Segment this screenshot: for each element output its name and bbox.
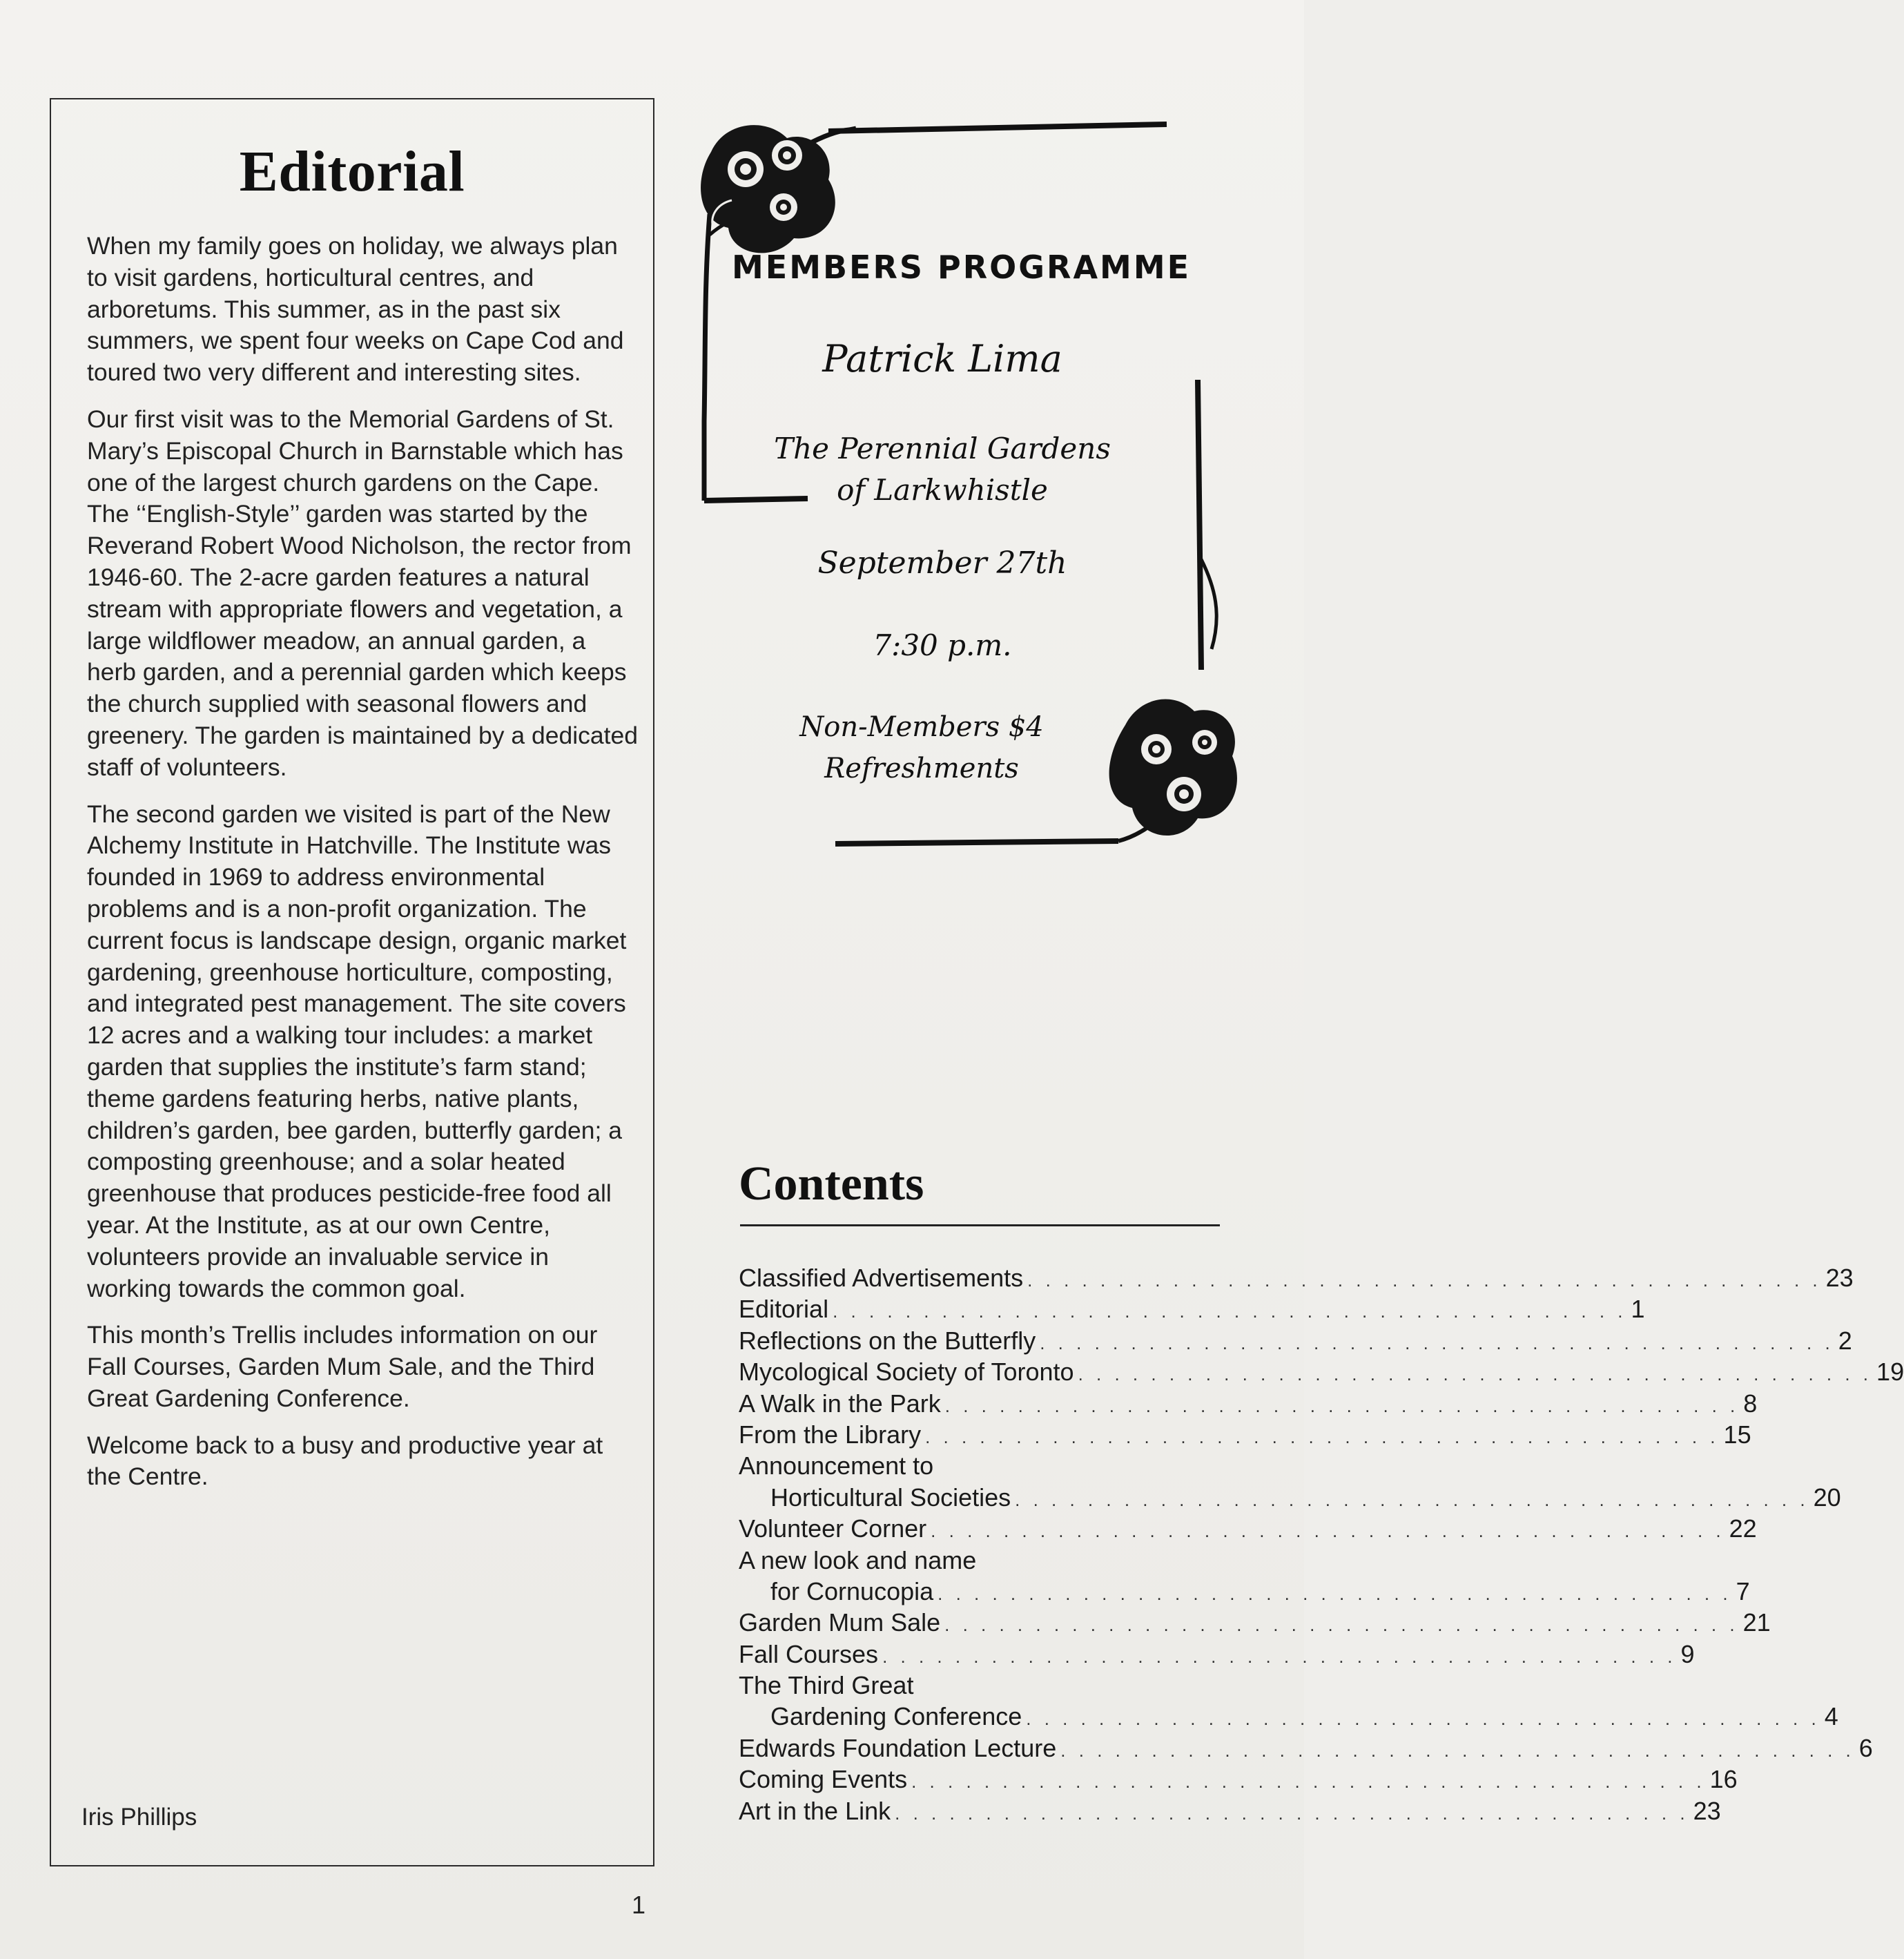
toc-item-title: Coming Events bbox=[739, 1765, 908, 1794]
editorial-title: Editorial bbox=[239, 139, 465, 204]
members-programme-panel bbox=[690, 104, 1243, 863]
flower-cluster-icon bbox=[701, 125, 835, 253]
editorial-paragraph: Our first visit was to the Memorial Gardens of St. Mary’s Episcopal Church in Barnstable which has one of the largest church gardens on the Cape. The ‘‘English-Style’’ garden was started by the Reverand Robert Wood Nicholson, the rector from 1946-60. The 2-acre garden features a natural stream with appropriate flowers and vegetation, a large wildflower meadow, an annual garden, a herb garden, and a perennial garden which keeps the church supplied with seasonal flowers and greenery. The garden is maintained by a dedicated staff of volunteers. bbox=[87, 405, 638, 781]
toc-item-title: Horticultural Societies bbox=[770, 1483, 1011, 1512]
toc-leader-dots: . . . . . . . . . . . . . . . . . . . . . . . . . . . . . . . . . . . . . . . . . . . . bbox=[944, 1395, 1740, 1416]
toc-item-page: 23 bbox=[1825, 1264, 1854, 1292]
toc-item-page: 23 bbox=[1693, 1796, 1721, 1825]
toc-item bbox=[739, 1293, 1645, 1324]
toc-item bbox=[739, 1576, 1750, 1607]
toc-item-page: 22 bbox=[1729, 1514, 1757, 1543]
toc-leader-dots: . . . . . . . . . . . . . . . . . . . . . . . . . . . . . . . . . . . . . . . . . . . . bbox=[1040, 1332, 1834, 1353]
toc-item-page: 6 bbox=[1858, 1733, 1873, 1762]
editorial-paragraph: Welcome back to a busy and productive year at the Centre. bbox=[87, 1431, 603, 1491]
toc-item-title: Volunteer Corner bbox=[739, 1514, 927, 1543]
toc-item-page: 9 bbox=[1680, 1639, 1695, 1668]
contents-divider bbox=[740, 1224, 1220, 1226]
toc-item-title: Mycological Society of Toronto bbox=[739, 1358, 1074, 1387]
toc-item bbox=[739, 1419, 1751, 1450]
toc-item-title: Editorial bbox=[739, 1295, 829, 1324]
toc-item-page: 20 bbox=[1813, 1483, 1841, 1512]
toc-item-title: Garden Mum Sale bbox=[739, 1608, 941, 1637]
editorial-paragraph: When my family goes on holiday, we always plan to visit gardens, horticultural centres, and arboretums. This summer, as in the past six summers, we spent four weeks on Cape Cod and toured two very different and interesting sites. bbox=[87, 232, 624, 387]
toc-item bbox=[739, 1764, 1738, 1795]
toc-leader-dots: . . . . . . . . . . . . . . . . . . . . . . . . . . . . . . . . . . . . . . . . . . . . bbox=[833, 1301, 1627, 1322]
programme-fee: Non-Members $4 bbox=[799, 711, 1044, 743]
table-of-contents bbox=[739, 1262, 1904, 1826]
toc-item-title: for Cornucopia bbox=[770, 1576, 934, 1605]
toc-item-page: 16 bbox=[1709, 1765, 1738, 1794]
toc-item-page: 7 bbox=[1736, 1576, 1750, 1605]
toc-item-page: 21 bbox=[1742, 1608, 1771, 1637]
toc-item-page: 2 bbox=[1838, 1326, 1852, 1355]
toc-item-page: 1 bbox=[1631, 1295, 1645, 1324]
programme-date: September 27th bbox=[817, 546, 1067, 581]
toc-item-page: 4 bbox=[1824, 1702, 1838, 1731]
toc-item bbox=[739, 1733, 1873, 1764]
programme-heading: MEMBERS PROGRAMME bbox=[732, 249, 1192, 286]
programme-talk-title: The Perennial Gardens bbox=[774, 432, 1111, 465]
toc-item-title: Edwards Foundation Lecture bbox=[739, 1733, 1057, 1762]
toc-item-title: Reflections on the Butterfly bbox=[739, 1326, 1036, 1355]
toc-item bbox=[739, 1325, 1852, 1356]
toc-item-page: 19 bbox=[1876, 1358, 1904, 1387]
toc-item bbox=[739, 1795, 1721, 1826]
toc-leader-dots: . . . . . . . . . . . . . . . . . . . . . . . . . . . . . . . . . . . . . . . . . . . . bbox=[925, 1426, 1720, 1447]
programme-talk-title: of Larkwhistle bbox=[837, 473, 1048, 507]
toc-leader-dots: . . . . . . . . . . . . . . . . . . . . . . . . . . . . . . . . . . . . . . . . . . . . bbox=[1060, 1739, 1855, 1761]
toc-item-page: 8 bbox=[1743, 1389, 1758, 1418]
toc-leader-dots: . . . . . . . . . . . . . . . . . . . . . . . . . . . . . . . . . . . . . . . . . . . . bbox=[944, 1614, 1739, 1636]
toc-leader-dots: . . . . . . . . . . . . . . . . . . . . . . . . . . . . . . . . . . . . . . . . . . . . bbox=[938, 1583, 1732, 1604]
toc-item bbox=[739, 1639, 1695, 1670]
editorial-box bbox=[50, 98, 654, 1866]
page-number: 1 bbox=[632, 1891, 646, 1919]
editorial-paragraph: The second garden we visited is part of the New Alchemy Institute in Hatchville. The Institute was founded in 1969 to address environmental problems and is a non-profit organization. The current focus is landscape design, organic market gardening, greenhouse horticulture, composting, and integrated pest management. The site covers 12 acres and a walking tour includes: a market garden that supplies the institute’s farm stand; theme gardens featuring herbs, native plants, children’s garden, bee garden, butterfly garden; a composting greenhouse; and a solar heated greenhouse that produces pesticide-free food all year. At the Institute, as at our own Centre, volunteers provide an invaluable service in working towards the common goal. bbox=[87, 800, 627, 1302]
editorial-body bbox=[87, 231, 639, 1508]
toc-leader-dots: . . . . . . . . . . . . . . . . . . . . . . . . . . . . . . . . . . . . . . . . . . . . bbox=[1026, 1708, 1820, 1730]
toc-item bbox=[739, 1482, 1841, 1513]
toc-item-title: Art in the Link bbox=[739, 1796, 891, 1825]
toc-item-title: Classified Advertisements bbox=[739, 1264, 1024, 1292]
toc-leader-dots: . . . . . . . . . . . . . . . . . . . . . . . . . . . . . . . . . . . . . . . . . . . . bbox=[1015, 1489, 1809, 1510]
toc-item bbox=[739, 1607, 1771, 1638]
toc-leader-dots: . . . . . . . . . . . . . . . . . . . . . . . . . . . . . . . . . . . . . . . . . . . . bbox=[895, 1802, 1689, 1824]
toc-leader-dots: . . . . . . . . . . . . . . . . . . . . . . . . . . . . . . . . . . . . . . . . . . . . bbox=[1078, 1364, 1873, 1385]
toc-leader-dots: . . . . . . . . . . . . . . . . . . . . . . . . . . . . . . . . . . . . . . . . . . . . bbox=[931, 1521, 1725, 1542]
toc-item-title: A new look and name bbox=[739, 1545, 977, 1574]
toc-item-title: The Third Great bbox=[739, 1671, 914, 1700]
toc-item bbox=[739, 1701, 1838, 1732]
toc-leader-dots: . . . . . . . . . . . . . . . . . . . . . . . . . . . . . . . . . . . . . . . . . . . . bbox=[911, 1771, 1706, 1793]
toc-item-title: Announcement to bbox=[739, 1451, 934, 1480]
contents-title: Contents bbox=[739, 1157, 924, 1210]
toc-leader-dots: . . . . . . . . . . . . . . . . . . . . . . . . . . . . . . . . . . . . . . . . . . . . bbox=[1027, 1270, 1822, 1291]
toc-item bbox=[739, 1262, 1854, 1293]
toc-item bbox=[739, 1513, 1757, 1544]
programme-speaker: Patrick Lima bbox=[822, 337, 1062, 380]
toc-item bbox=[739, 1388, 1758, 1419]
toc-leader-dots: . . . . . . . . . . . . . . . . . . . . . . . . . . . . . . . . . . . . . . . . . . . . bbox=[882, 1646, 1677, 1667]
toc-item-title: Fall Courses bbox=[739, 1639, 879, 1668]
toc-item-title: Gardening Conference bbox=[770, 1702, 1022, 1731]
programme-time: 7:30 p.m. bbox=[873, 628, 1012, 662]
toc-item-page: 15 bbox=[1723, 1420, 1751, 1449]
programme-refreshments: Refreshments bbox=[824, 753, 1019, 784]
toc-item-title: A Walk in the Park bbox=[739, 1389, 941, 1418]
toc-item bbox=[739, 1356, 1904, 1387]
editorial-paragraph: This month’s Trellis includes information on our Fall Courses, Garden Mum Sale, and the Third Great Gardening Conference. bbox=[87, 1321, 598, 1412]
editorial-signature: Iris Phillips bbox=[81, 1804, 197, 1831]
toc-item-title: From the Library bbox=[739, 1420, 922, 1449]
